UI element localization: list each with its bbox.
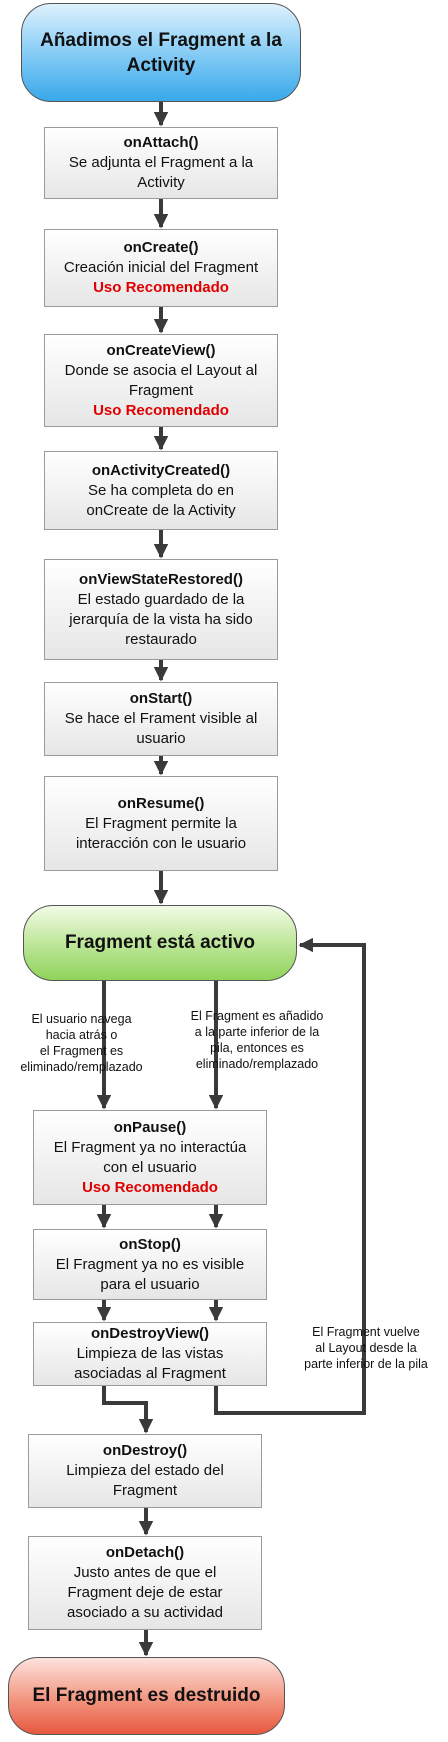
- step-desc-line: El Fragment permite la: [85, 814, 237, 832]
- step-title: onPause(): [113, 1118, 187, 1136]
- step-title: onDestroyView(): [90, 1325, 210, 1342]
- active-label: Fragment está activo: [64, 932, 256, 953]
- step-title: onResume(): [117, 794, 205, 812]
- recommended-label: Uso Recomendado: [82, 1178, 218, 1196]
- step-oncreate: [44, 229, 278, 307]
- branch-note-left: El usuario navega hacia atrás o el Fragment es eliminado/remplazado: [20, 1012, 143, 1074]
- step-ondetach: [28, 1536, 262, 1630]
- step-onpause: [33, 1110, 267, 1205]
- step-title: onCreate(): [123, 239, 199, 256]
- step-desc-line: El Fragment ya no interactúa: [53, 1138, 247, 1156]
- step-desc-line: restaurado: [125, 630, 197, 648]
- step-desc-line: Fragment: [128, 381, 194, 399]
- start-terminal: [21, 3, 301, 102]
- step-desc-line: Donde se asocia el Layout al: [64, 361, 258, 379]
- step-onstop: [33, 1229, 267, 1300]
- step-ondestroyview: [33, 1322, 267, 1386]
- step-title: onCreateView(): [106, 341, 216, 359]
- step-desc-line: Justo antes de que el: [73, 1564, 217, 1581]
- step-onstart: [44, 682, 278, 756]
- step-title: onStart(): [129, 690, 193, 707]
- step-desc-line: Fragment deje de estar: [67, 1584, 223, 1601]
- step-title: onStop(): [119, 1235, 181, 1253]
- step-desc-line: Creación inicial del Fragment: [63, 259, 259, 276]
- end-terminal: [8, 1657, 285, 1735]
- loop-note: El Fragment vuelve al Layout desde la parte inferior de la pila: [304, 1325, 428, 1371]
- step-desc-line: interacción con le usuario: [75, 834, 247, 852]
- step-ondestroy: [28, 1434, 262, 1508]
- step-onactivitycreated: [44, 451, 278, 530]
- step-title: onActivityCreated(): [91, 461, 231, 479]
- active-terminal: [23, 905, 297, 981]
- arrow-destroyview-destroy: [104, 1386, 146, 1432]
- step-desc-line: onCreate de la Activity: [86, 501, 236, 519]
- step-desc-line: Se ha completa do en: [88, 481, 234, 499]
- start-label: Añadimos el Fragment a la Activity: [40, 29, 282, 76]
- step-desc-line: Fragment: [112, 1482, 178, 1499]
- step-desc-line: jerarquía de la vista ha sido: [69, 610, 253, 628]
- branch-note-right: El Fragment es añadido a la parte inferior de la pila, entonces es eliminado/remplazado: [190, 1009, 324, 1071]
- step-desc-line: para el usuario: [100, 1275, 200, 1293]
- step-desc-line: El estado guardado de la: [77, 590, 245, 608]
- step-desc-line: Se adjunta el Fragment a la: [68, 154, 254, 171]
- step-desc-line: Limpieza de las vistas: [76, 1345, 224, 1362]
- recommended-label: Uso Recomendado: [93, 401, 229, 419]
- step-desc-line: asociadas al Fragment: [74, 1365, 226, 1382]
- step-onresume: [44, 776, 278, 871]
- step-onviewstaterestored: [44, 559, 278, 660]
- step-title: onDetach(): [105, 1544, 185, 1561]
- step-title: onAttach(): [123, 134, 199, 151]
- step-desc-line: Limpieza del estado del: [66, 1462, 224, 1479]
- step-desc-line: usuario: [136, 730, 186, 747]
- step-onattach: [44, 127, 278, 199]
- step-desc-line: asociado a su actividad: [67, 1604, 223, 1621]
- step-desc-line: con el usuario: [103, 1158, 197, 1176]
- step-title: onDestroy(): [102, 1442, 188, 1459]
- step-oncreateview: [44, 334, 278, 427]
- step-title: onViewStateRestored(): [79, 570, 243, 588]
- end-label: El Fragment es destruido: [32, 1685, 261, 1706]
- step-desc-line: El Fragment ya no es visible: [55, 1255, 245, 1273]
- step-desc-line: Activity: [137, 174, 185, 191]
- step-desc-line: Se hace el Frament visible al: [64, 710, 258, 727]
- recommended-label: Uso Recomendado: [93, 279, 229, 296]
